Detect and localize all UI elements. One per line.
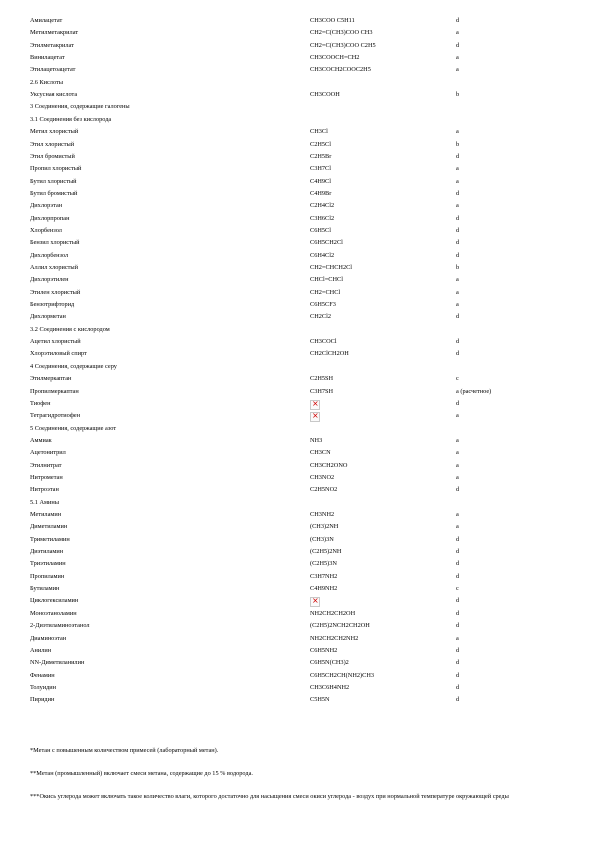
substance-name: Диаминоэтан	[30, 634, 67, 642]
subgroup-class: d	[456, 572, 460, 580]
chemical-formula: C5H5N	[310, 696, 330, 704]
subgroup-class: a	[456, 436, 459, 444]
subgroup-class: d	[456, 152, 460, 160]
table-row	[0, 448, 595, 461]
table-row	[0, 547, 595, 560]
chemical-formula: CH3COOH	[310, 91, 340, 99]
substance-name: Циклогексиламин	[30, 597, 79, 605]
table-row	[0, 609, 595, 622]
substance-name: Моноэтаноламин	[30, 609, 77, 617]
subgroup-class: a	[456, 202, 459, 210]
substance-name: Этил бромистый	[30, 152, 75, 160]
subgroup-class: d	[456, 17, 460, 24]
substance-name: Бутил бромистый	[30, 189, 78, 197]
section-heading-row	[0, 424, 595, 437]
substance-name: Триметиламин	[30, 535, 70, 543]
substance-name: Хлорбензол	[30, 226, 62, 234]
substance-name: Дихлорэтан	[30, 202, 63, 210]
chemical-formula: NH2CH2CH2OH	[310, 609, 356, 617]
chemical-formula: C6H5Cl	[310, 226, 331, 234]
section-heading-row	[0, 362, 595, 375]
subgroup-class: d	[456, 696, 460, 704]
chemical-formula: CH2ClCH2OH	[310, 350, 349, 358]
substance-name: Бутиламин	[30, 585, 60, 593]
substance-name: NN-Диметиланилин	[30, 659, 85, 667]
subgroup-class: d	[456, 548, 460, 556]
substance-name: Нитрометан	[30, 473, 63, 481]
chemical-formula: C3H7NH2	[310, 572, 338, 580]
substance-name: Дихлорметан	[30, 313, 66, 321]
table-row	[0, 671, 595, 684]
table-row	[0, 189, 595, 202]
table-row	[0, 473, 595, 486]
substance-name: Бензил хлористый	[30, 239, 80, 247]
subgroup-class: d	[456, 338, 460, 346]
subgroup-class: d	[456, 189, 460, 197]
substance-name: Аммиак	[30, 436, 52, 444]
subgroup-class: d	[456, 622, 460, 630]
chemical-formula: C6H5N(CH3)2	[310, 659, 349, 667]
chemical-formula: CH2=C(CH3)COO CH3	[310, 29, 373, 37]
chemical-formula: CH3COCl	[310, 338, 337, 346]
table-row	[0, 522, 595, 535]
chemical-formula: C6H5CH2CH(NH2)CH3	[310, 671, 375, 679]
chemical-formula: CH2=CHCl	[310, 288, 341, 296]
subgroup-class: c	[456, 375, 459, 383]
substance-name: Нитроэтан	[30, 486, 59, 494]
substance-name: 3.2 Соединения с кислородом	[30, 325, 110, 333]
substance-name: Фенамин	[30, 671, 55, 679]
chemical-formula: CH3Cl	[310, 128, 328, 136]
subgroup-class: a	[456, 473, 459, 481]
table-row	[0, 300, 595, 313]
table-row	[0, 559, 595, 572]
subgroup-class: d	[456, 560, 460, 568]
chemical-formula: C3H7Cl	[310, 165, 331, 173]
table-row	[0, 238, 595, 251]
table-row	[0, 251, 595, 264]
chemical-formula: (CH3)3N	[310, 535, 334, 543]
substance-name: Метиламин	[30, 511, 62, 518]
chemical-formula: CH3CN	[310, 449, 331, 457]
footnote-carbon-monoxide: ***Окись углерода может включать такое количество влаги, которого достаточно для насыщения смеси окиси углерода - воздух при нормальной температуре окружающей среды	[30, 793, 509, 800]
subgroup-class: a	[456, 276, 459, 284]
substance-name: 5.1 Амины	[30, 498, 59, 506]
chemical-formula: C4H9Cl	[310, 177, 331, 185]
table-row	[0, 411, 595, 424]
chemical-formula: C2H5Br	[310, 152, 332, 160]
substance-name: Триэтиламин	[30, 560, 66, 568]
subgroup-class: a	[456, 301, 459, 309]
table-row	[0, 177, 595, 190]
table-row	[0, 263, 595, 276]
chemical-formula: C4H9Br	[310, 189, 332, 197]
subgroup-class: b	[456, 140, 460, 148]
chemical-formula: C3H7SH	[310, 387, 334, 395]
chemical-formula: CH2Cl2	[310, 313, 331, 321]
substance-name: Бутил хлористый	[30, 177, 77, 185]
subgroup-class: d	[456, 350, 460, 358]
section-heading-row	[0, 498, 595, 511]
table-row	[0, 387, 595, 400]
subgroup-class: d	[456, 251, 460, 259]
table-row	[0, 399, 595, 412]
table-row	[0, 41, 595, 54]
subgroup-class: a	[456, 634, 459, 642]
subgroup-class: a (расчетное)	[456, 387, 492, 395]
table-row	[0, 596, 595, 609]
table-row	[0, 164, 595, 177]
chemical-formula: CH3C6H4NH2	[310, 683, 350, 691]
chemical-formula	[310, 596, 320, 609]
table-row	[0, 436, 595, 449]
subgroup-class: d	[456, 239, 460, 247]
subgroup-class: b	[456, 264, 460, 271]
substance-name: Диэтиламин	[30, 548, 64, 556]
chemical-formula	[310, 399, 320, 412]
broken-image-icon	[310, 400, 320, 410]
section-heading-row	[0, 78, 595, 91]
substance-name: Пропилмеркаптан	[30, 387, 79, 395]
chemical-formula: CH3COO C5H11	[310, 17, 355, 24]
substance-name: 3.1 Соединения без кислорода	[30, 115, 112, 123]
subgroup-class: a	[456, 449, 459, 457]
table-row	[0, 634, 595, 647]
substance-name: Толуидин	[30, 683, 57, 691]
chemical-formula: C2H5NO2	[310, 486, 338, 494]
substance-name: Аллил хлористый	[30, 264, 79, 271]
table-row	[0, 572, 595, 585]
substance-name: Пропил хлористый	[30, 165, 82, 173]
substance-name: 5 Соединения, содержащие азот	[30, 424, 117, 432]
subgroup-class: c	[456, 585, 459, 593]
substance-name: Метил хлористый	[30, 128, 79, 136]
substance-name: 2-Диэтиламиноэтанол	[30, 622, 90, 630]
chemical-formula: CH3COCH2COOC2H5	[310, 66, 371, 74]
table-row	[0, 28, 595, 41]
table-row	[0, 214, 595, 227]
subgroup-class: a	[456, 288, 459, 296]
subgroup-class: d	[456, 313, 460, 321]
subgroup-class: a	[456, 177, 459, 185]
table-row	[0, 461, 595, 474]
chemical-formula: (CH3)2NH	[310, 523, 339, 531]
chemical-formula: (C2H5)3N	[310, 560, 337, 568]
substance-name: Дихлорбензол	[30, 251, 69, 259]
subgroup-class: a	[456, 461, 459, 469]
chemical-formula: NH2CH2CH2NH2	[310, 634, 359, 642]
section-heading-row	[0, 102, 595, 115]
subgroup-class: d	[456, 214, 460, 222]
substance-name: Этилметакрилат	[30, 41, 74, 49]
substance-name: Тетрагидротиофен	[30, 412, 81, 420]
subgroup-class: d	[456, 609, 460, 617]
chemical-formula: (C2H5)2NH	[310, 548, 342, 556]
section-heading-row	[0, 325, 595, 338]
table-row	[0, 349, 595, 362]
table-row	[0, 53, 595, 66]
chemical-formula: CH2=CHCH2Cl	[310, 264, 353, 271]
table-row	[0, 646, 595, 659]
substance-name: Этилацетоацетат	[30, 66, 76, 74]
subgroup-class: a	[456, 165, 459, 173]
broken-image-icon	[310, 412, 320, 422]
chemical-formula: C6H5NH2	[310, 646, 338, 654]
chemical-formula: C2H5Cl	[310, 140, 331, 148]
chemical-formula: C2H5SH	[310, 375, 334, 383]
table-row	[0, 695, 595, 708]
chemical-formula: CH2=C(CH3)COO C2H5	[310, 41, 376, 49]
table-row	[0, 152, 595, 165]
chemical-formula: CH3COOCH=CH2	[310, 54, 360, 62]
table-row	[0, 621, 595, 634]
chemical-formula	[310, 411, 320, 424]
chemical-formula: C4H9NH2	[310, 585, 338, 593]
substance-name: Метилметакрилат	[30, 29, 79, 37]
chemical-formula: C6H5CF3	[310, 301, 336, 309]
subgroup-class: b	[456, 91, 460, 99]
subgroup-class: a	[456, 128, 459, 136]
footnote-laboratory-methane: *Метан с повышенным количеством примесей (лабораторный метан).	[30, 747, 219, 754]
table-row	[0, 485, 595, 498]
substance-name: Винилацетат	[30, 54, 65, 62]
substance-name: Дихлорпропан	[30, 214, 70, 222]
chemical-formula: C2H4Cl2	[310, 202, 335, 210]
chemical-formula: C3H6Cl2	[310, 214, 335, 222]
table-row	[0, 16, 595, 29]
subgroup-class: d	[456, 683, 460, 691]
substance-name: Анилин	[30, 646, 52, 654]
table-row	[0, 65, 595, 78]
subgroup-class: d	[456, 646, 460, 654]
chemical-formula: (C2H5)2NCH2CH2OH	[310, 622, 370, 630]
table-row	[0, 288, 595, 301]
substance-name: Этилнитрат	[30, 461, 62, 469]
substance-name: Этилен хлористый	[30, 288, 81, 296]
substance-name: Хлорэтиловый спирт	[30, 350, 87, 358]
subgroup-class: d	[456, 535, 460, 543]
chemical-formula: CH3CH2ONO	[310, 461, 348, 469]
substance-name: Амилацетат	[30, 17, 63, 24]
section-heading-row	[0, 115, 595, 128]
substance-name: Уксусная кислота	[30, 91, 78, 99]
table-row	[0, 374, 595, 387]
chemical-formula: NH3	[310, 436, 323, 444]
table-row	[0, 201, 595, 214]
substance-name: Тиофен	[30, 399, 51, 407]
subgroup-class: a	[456, 66, 459, 74]
table-row	[0, 127, 595, 140]
subgroup-class: a	[456, 523, 459, 531]
table-row	[0, 226, 595, 239]
table-row	[0, 658, 595, 671]
chemical-formula: C6H4Cl2	[310, 251, 335, 259]
table-row	[0, 584, 595, 597]
subgroup-class: d	[456, 41, 460, 49]
substance-name: Этил хлористый	[30, 140, 75, 148]
table-row	[0, 337, 595, 350]
subgroup-class: a	[456, 412, 459, 420]
table-row	[0, 312, 595, 325]
substance-name: Ацетил хлористый	[30, 338, 81, 346]
table-row	[0, 275, 595, 288]
substance-name: Пропиламин	[30, 572, 65, 580]
substance-name: Пиридин	[30, 696, 55, 704]
substance-name: Бензотрифторид	[30, 301, 75, 309]
subgroup-class: d	[456, 671, 460, 679]
chemical-formula: CHCl=CHCl	[310, 276, 343, 284]
substance-name: Диметиламин	[30, 523, 68, 531]
chemical-formula: CH3NO2	[310, 473, 335, 481]
subgroup-class: d	[456, 659, 460, 667]
chemical-formula: CH3NH2	[310, 511, 335, 518]
subgroup-class: a	[456, 54, 459, 62]
substance-name: Дихлорэтилен	[30, 276, 69, 284]
subgroup-class: d	[456, 226, 460, 234]
subgroup-class: a	[456, 511, 459, 518]
table-row	[0, 90, 595, 103]
substance-name: Этилмеркаптан	[30, 375, 72, 383]
subgroup-class: a	[456, 29, 459, 37]
subgroup-class: d	[456, 486, 460, 494]
footnote-industrial-methane: **Метан (промышленный) включает смеси метана, содержащие до 15 % водорода.	[30, 770, 253, 777]
chemical-formula: C6H5CH2Cl	[310, 239, 343, 247]
subgroup-class: d	[456, 399, 460, 407]
broken-image-icon	[310, 597, 320, 607]
table-row	[0, 535, 595, 548]
substance-name: 4 Соединения, содержащие серу	[30, 362, 117, 370]
substance-name: Ацетонитрил	[30, 449, 66, 457]
table-row	[0, 683, 595, 696]
table-row	[0, 140, 595, 153]
subgroup-class: d	[456, 597, 460, 605]
substance-name: 2.6 Кислоты	[30, 78, 64, 86]
table-row	[0, 510, 595, 523]
substance-name: 3 Соединения, содержащие галогены	[30, 103, 130, 111]
